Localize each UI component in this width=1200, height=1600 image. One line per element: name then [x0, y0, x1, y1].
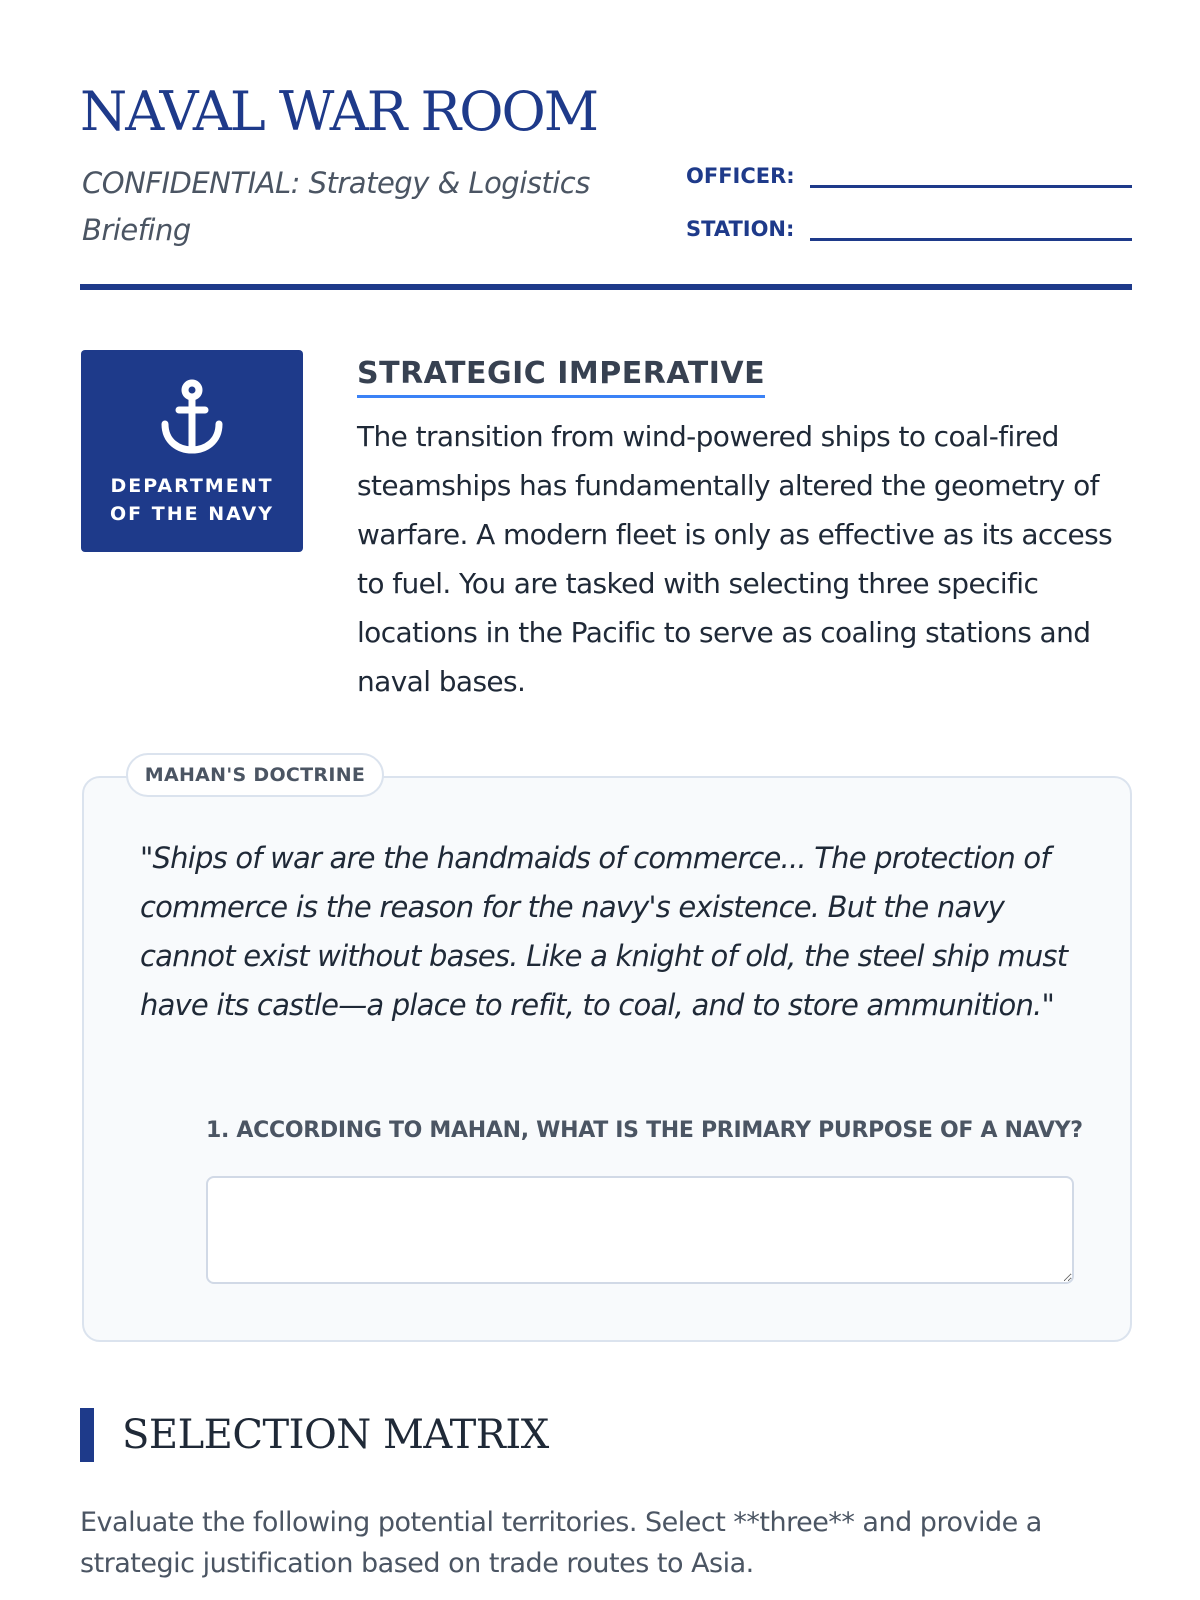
doctrine-tag: MAHAN'S DOCTRINE — [126, 753, 384, 797]
selection-heading: SELECTION MATRIX — [122, 1412, 549, 1458]
doctrine-quote: "Ships of war are the handmaids of commerce... The protection of commerce is the reason for the navy's existence. But the navy cannot exist without bases. Like a knight of old, the steel ship must have its castle—a place to refit, to coal, and to store ammunition." — [140, 841, 1068, 1022]
imperative-body: The transition from wind-powered ships to coal-fired steamships has fundamentally altered the geometry of warfare. A modern fleet is only as effective as its access to fuel. You are tasked with selecting three specific locations in the Pacific to serve as coaling stations and naval bases. — [357, 420, 1113, 698]
officer-field[interactable] — [810, 160, 1132, 188]
page-subtitle: CONFIDENTIAL: Strategy & Logistics Briefing — [82, 166, 590, 247]
officer-label: OFFICER: — [686, 164, 795, 188]
navy-badge — [81, 350, 303, 552]
question-1-label: 1. ACCORDING TO MAHAN, WHAT IS THE PRIMARY PURPOSE OF A NAVY? — [206, 1118, 1083, 1143]
badge-label: DEPARTMENT OF THE NAVY — [110, 475, 274, 525]
question-1-answer[interactable] — [206, 1176, 1074, 1284]
header-divider — [80, 284, 1132, 290]
station-field[interactable] — [810, 213, 1132, 241]
imperative-heading: STRATEGIC IMPERATIVE — [357, 354, 765, 398]
page-title: NAVAL WAR ROOM — [80, 80, 598, 143]
anchor-icon — [157, 378, 227, 458]
station-label: STATION: — [686, 217, 795, 241]
officer-row — [686, 160, 1132, 188]
section-accent-bar — [80, 1408, 94, 1462]
station-row — [686, 213, 1132, 241]
selection-description: Evaluate the following potential territories. Select **three** and provide a strategic justification based on trade routes to Asia. — [80, 1507, 1042, 1579]
